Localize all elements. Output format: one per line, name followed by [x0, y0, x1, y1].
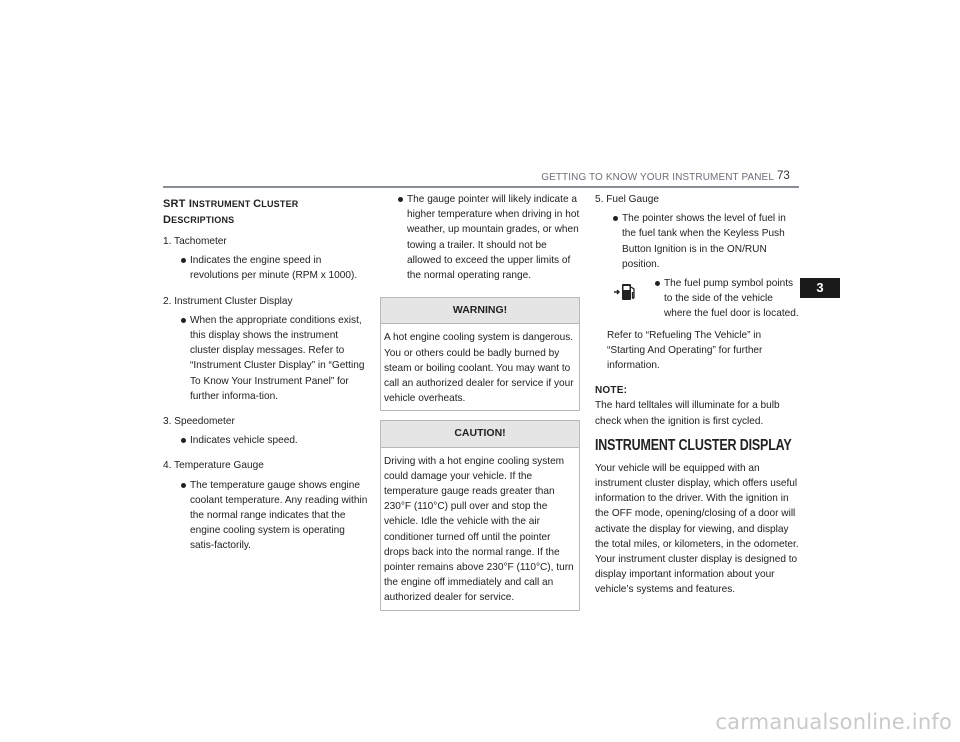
list-item-temperature-gauge: 4. Temperature Gauge [163, 460, 264, 472]
list-item-cluster-display: 2. Instrument Cluster Display [163, 295, 293, 307]
warning-title: WARNING! [381, 298, 579, 324]
refer-text: Refer to “Refueling The Vehicle” in “Starting And Operating” for further information. [607, 329, 763, 372]
list-item-tachometer: 1. Tachometer [163, 236, 227, 247]
section-body: Your vehicle will be equipped with an instrument cluster display, which offers useful information to the driver. With the ignition in the OFF mode, opening/closing of a door will activate the display for viewing, and display the total miles, or kilometers, in the odometer. Your instrument cluster display is designed to display important information about your vehicle’s systems and features. [595, 462, 799, 596]
fuel-pump-icon [595, 276, 655, 322]
fuel-symbol-row [595, 276, 800, 322]
column-right [595, 192, 800, 598]
column-middle [380, 192, 580, 620]
bullet-item: The temperature gauge shows engine coolant temperature. Any reading within the normal range indicates that the engine cooling system is operating satis-factorily. [163, 478, 368, 554]
warning-body: A hot engine cooling system is dangerous. You or others could be badly burned by steam or boiling coolant. You may want to call an authorized dealer for service if your vehicle overheats. [384, 332, 574, 405]
chapter-tab: 3 [800, 278, 840, 298]
caution-title: CAUTION! [381, 421, 579, 447]
warning-box [380, 297, 580, 411]
fuel-symbol-note: The fuel pump symbol points to the side of the vehicle where the fuel door is located. [655, 276, 800, 322]
list-item-speedometer: 3. Speedometer [163, 416, 235, 428]
header-rule [163, 186, 799, 188]
running-header: GETTING TO KNOW YOUR INSTRUMENT PANEL [541, 172, 774, 183]
bullet-item: When the appropriate conditions exist, this display shows the instrument cluster display messages. Refer to “Instrument Cluster Display” in “Getting To Know Your Instrument Panel” for further informa-tion. [163, 313, 368, 404]
note-label: NOTE: [595, 385, 628, 397]
watermark: carmanualsonline.info [715, 710, 952, 734]
column-left [163, 196, 368, 558]
bullet-item: Indicates the engine speed in revolutions per minute (RPM x 1000). [163, 253, 368, 283]
section-heading: INSTRUMENT CLUSTER DISPLAY [595, 436, 792, 454]
caution-body: Driving with a hot engine cooling system could damage your vehicle. If the temperature gauge reads greater than 230°F (110°C) pull over and stop the vehicle. Idle the vehicle with the air conditioner turned off until the pointer drops back into the normal range. If the pointer remains above 230°F (110°C), turn the engine off immediately and call an authorized dealer for service. [384, 455, 574, 604]
page-number: 73 [777, 170, 790, 182]
caution-box [380, 420, 580, 610]
bullet-item: Indicates vehicle speed. [163, 433, 368, 448]
bullet-item: The pointer shows the level of fuel in the fuel tank when the Keyless Push Button Ignition is in the ON/RUN position. [595, 211, 800, 272]
section-title: SRT INSTRUMENT CLUSTER DESCRIPTIONS [163, 198, 299, 226]
list-item-fuel-gauge: 5. Fuel Gauge [595, 194, 659, 205]
bullet-item: The gauge pointer will likely indicate a higher temperature when driving in hot weather, up mountain grades, or when towing a trailer. It should not be allowed to exceed the upper limits of the normal operating range. [380, 192, 580, 283]
note-text: The hard telltales will illuminate for a bulb check when the ignition is first cycled. [595, 400, 780, 427]
